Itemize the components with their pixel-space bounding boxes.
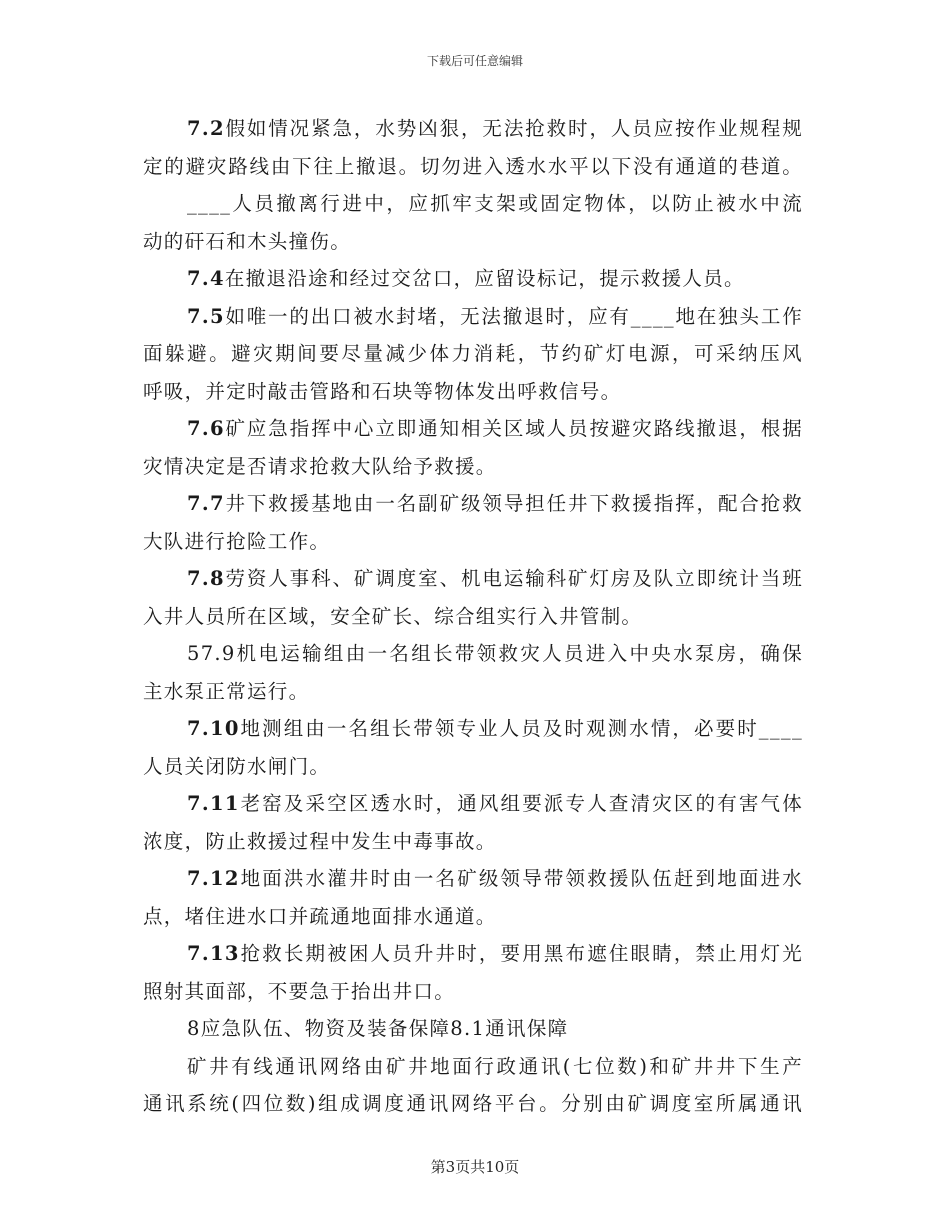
paragraph-line: 入井人员所在区域，安全矿长、综合组实行入井管制。 bbox=[143, 604, 643, 628]
paragraph-line: 7.11老窑及采空区透水时，通风组要派专人查清灾区的有害气体 bbox=[187, 792, 803, 815]
paragraph-line: 面躲避。避灾期间要尽量减少体力消耗，节约矿灯电源，可采纳压风 bbox=[143, 342, 803, 365]
paragraph-line: 7.12地面洪水灌井时由一名矿级领导带领救援队伍赶到地面进水 bbox=[187, 867, 803, 890]
paragraph-line: 7.8劳资人事科、矿调度室、机电运输科矿灯房及队立即统计当班 bbox=[187, 567, 803, 590]
clause-number: 7.4 bbox=[187, 267, 225, 290]
page-header: 下载后可任意编辑 bbox=[426, 54, 523, 68]
paragraph-line: 浓度，防止救援过程中发生中毒事故。 bbox=[143, 829, 497, 853]
paragraph-line: 定的避灾路线由下往上撤退。切勿进入透水水平以下没有通道的巷道。 bbox=[143, 154, 803, 178]
document-body bbox=[143, 110, 803, 1123]
paragraph-line: 7.5如唯一的出口被水封堵，无法撤退时，应有____地在独头工作 bbox=[187, 304, 803, 328]
paragraph-line: 57.9机电运输组由一名组长带领救灾人员进入中央水泵房，确保 bbox=[187, 642, 803, 665]
paragraph-line: 7.7井下救援基地由一名副矿级领导担任井下救援指挥，配合抢救 bbox=[187, 492, 803, 515]
clause-number: 7.8 bbox=[187, 567, 225, 590]
paragraph-line: 人员关闭防水闸门。 bbox=[143, 754, 331, 778]
paragraph-line: 点，堵住进水口并疏通地面排水通道。 bbox=[143, 904, 497, 928]
paragraph-line: 7.4在撤退沿途和经过交岔口，应留设标记，提示救援人员。 bbox=[187, 267, 745, 290]
clause-number: 7.11 bbox=[187, 792, 240, 815]
page-footer: 第3页共10页 bbox=[430, 1158, 520, 1176]
paragraph-line: 7.10地测组由一名组长带领专业人员及时观测水情，必要时____ bbox=[187, 717, 803, 740]
clause-number: 7.2 bbox=[187, 117, 225, 140]
paragraph-line: 7.13抢救长期被困人员升井时，要用黑布遮住眼睛，禁止用灯光 bbox=[187, 942, 803, 965]
paragraph-line: 通讯系统(四位数)组成调度通讯网络平台。分别由矿调度室所属通讯 bbox=[143, 1092, 803, 1115]
section-heading: 8应急队伍、物资及装备保障8.1通讯保障 bbox=[187, 1017, 569, 1040]
paragraph-line: 灾情决定是否请求抢救大队给予救援。 bbox=[143, 454, 497, 478]
clause-number: 7.13 bbox=[187, 942, 240, 965]
paragraph-line: 7.6矿应急指挥中心立即通知相关区域人员按避灾路线撤退，根据 bbox=[187, 417, 803, 440]
clause-number: 7.10 bbox=[187, 717, 240, 740]
paragraph-line: 呼吸，并定时敲击管路和石块等物体发出呼救信号。 bbox=[143, 379, 622, 403]
paragraph-line: 照射其面部，不要急于抬出井口。 bbox=[143, 979, 456, 1003]
clause-number: 7.6 bbox=[187, 417, 225, 440]
clause-number: 7.5 bbox=[187, 304, 225, 328]
paragraph-line: 7.2假如情况紧急，水势凶狠，无法抢救时，人员应按作业规程规 bbox=[187, 117, 803, 140]
paragraph-line: 主水泵正常运行。 bbox=[143, 679, 310, 703]
paragraph-line: 动的矸石和木头撞伤。 bbox=[143, 229, 352, 253]
paragraph-line: 矿井有线通讯网络由矿井地面行政通讯(七位数)和矿井井下生产 bbox=[187, 1054, 803, 1078]
paragraph-line: ____人员撤离行进中，应抓牢支架或固定物体，以防止被水中流 bbox=[187, 192, 803, 215]
paragraph-line: 大队进行抢险工作。 bbox=[143, 529, 331, 553]
clause-number: 7.7 bbox=[187, 492, 225, 515]
clause-number: 7.12 bbox=[187, 867, 240, 890]
